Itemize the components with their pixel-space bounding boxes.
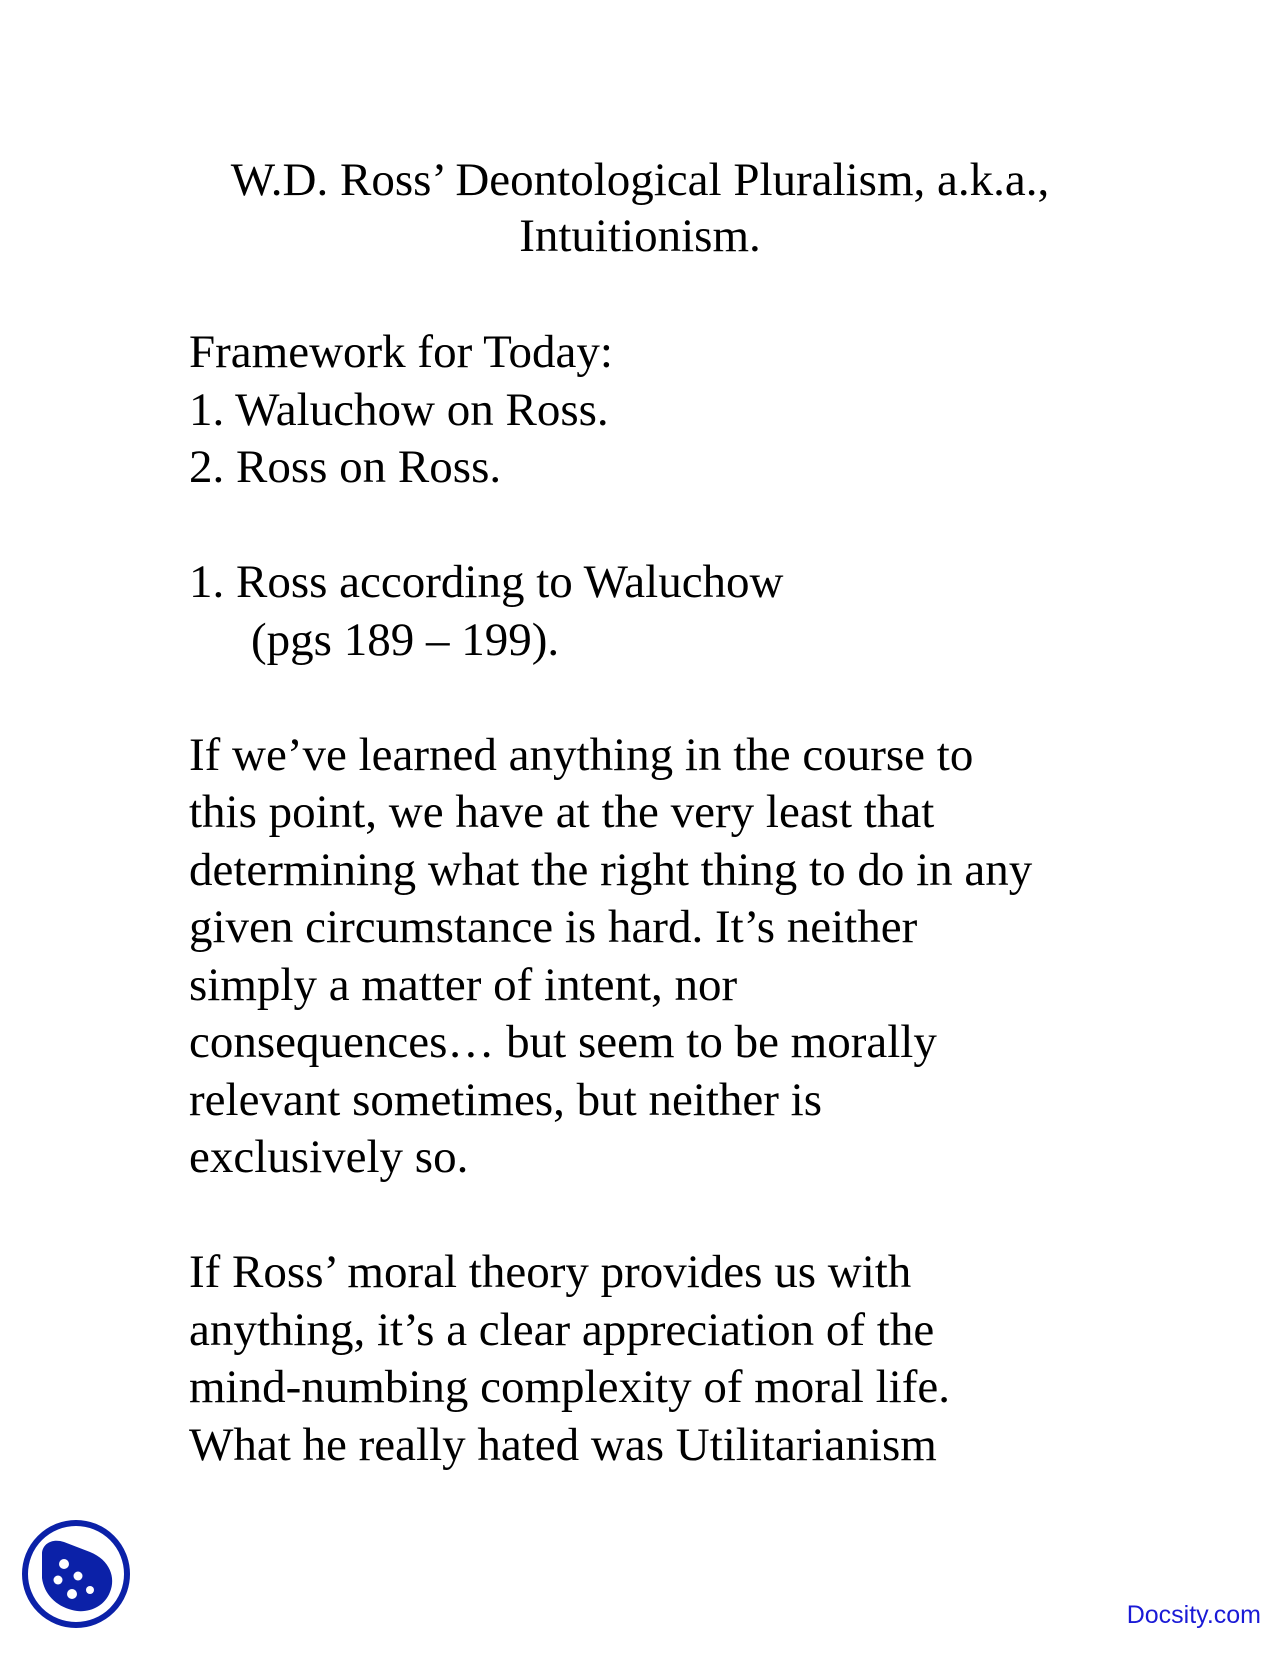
paragraph-2-line: mind-numbing complexity of moral life. — [189, 1361, 950, 1413]
framework-heading: Framework for Today: — [189, 326, 613, 378]
paragraph-1-line: determining what the right thing to do in any — [189, 843, 1033, 896]
paragraph-1-line: given circumstance is hard. It’s neither — [189, 901, 918, 953]
paragraph-1-line: consequences… but seem to be morally — [189, 1016, 937, 1068]
paragraph-1-line: simply a matter of intent, nor — [189, 958, 738, 1011]
spacer — [189, 497, 1189, 555]
section-pages: (pgs 189 – 199). — [251, 613, 560, 666]
framework-item-1: 1. Waluchow on Ross. — [189, 383, 609, 436]
framework-item-2: 2. Ross on Ross. — [189, 441, 502, 493]
title-line-1: W.D. Ross’ Deontological Pluralism, a.k.a., — [230, 154, 1050, 206]
docsity-brand-link[interactable]: Docsity.com — [1126, 1601, 1261, 1629]
paragraph-1-line: If we’ve learned anything in the course to — [189, 728, 974, 781]
document-body — [189, 324, 1189, 1474]
paragraph-2-line: What he really hated was Utilitarianism — [189, 1418, 937, 1471]
docsity-logo-icon[interactable] — [20, 1518, 132, 1630]
page-title — [0, 152, 1280, 264]
paragraph-2-line: If Ross’ moral theory provides us with — [189, 1246, 912, 1298]
section-heading: 1. Ross according to Waluchow — [189, 556, 784, 608]
paragraph-2-line: anything, it’s a clear appreciation of the — [189, 1303, 935, 1356]
spacer — [189, 669, 1189, 727]
title-line-2: Intuitionism. — [519, 210, 761, 262]
paragraph-1-line: this point, we have at the very least that — [189, 786, 935, 838]
paragraph-1-line: exclusively so. — [189, 1131, 469, 1183]
docsity-logo-graphic — [20, 1518, 132, 1630]
spacer — [189, 1187, 1189, 1245]
paragraph-1-line: relevant sometimes, but neither is — [189, 1073, 823, 1126]
